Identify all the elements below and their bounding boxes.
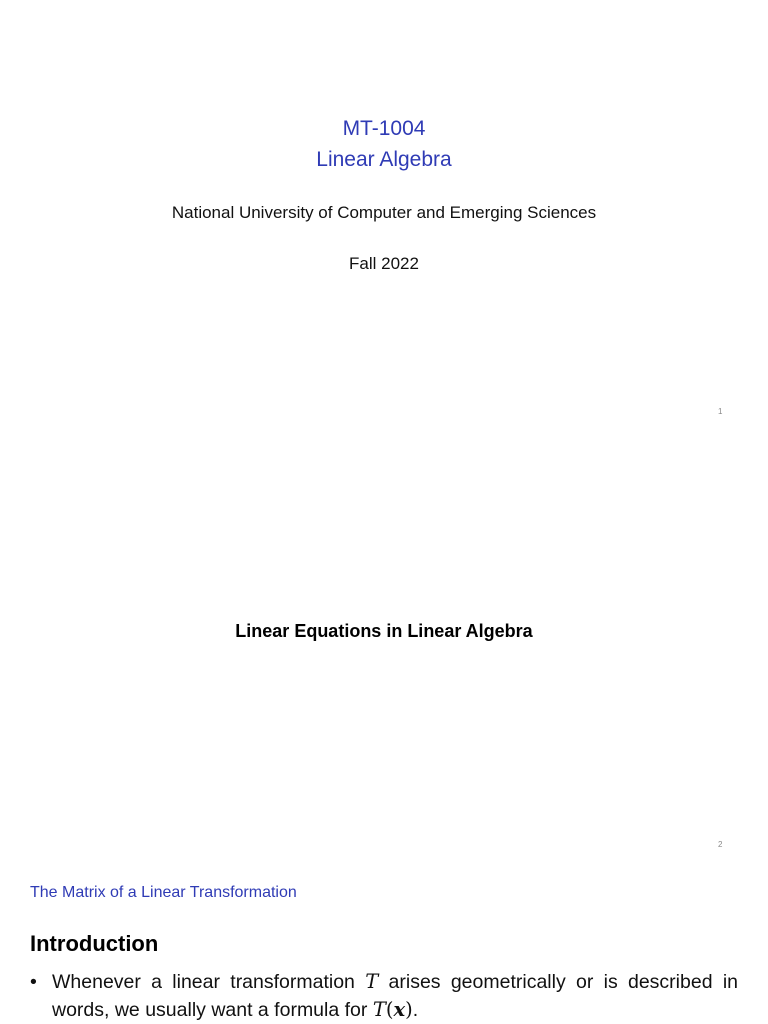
topic-title: The Matrix of a Linear Transformation bbox=[30, 884, 297, 901]
math-vector-x: x bbox=[393, 998, 406, 1021]
university-name: National University of Computer and Emerging Sciences bbox=[171, 203, 597, 222]
section-title: Linear Equations in Linear Algebra bbox=[235, 621, 533, 641]
math-close-paren: ) bbox=[405, 998, 413, 1021]
slide-section bbox=[0, 433, 768, 866]
bullet-marker: • bbox=[30, 971, 37, 993]
slide-content bbox=[0, 866, 768, 1024]
math-variable-T: T bbox=[365, 970, 379, 993]
math-function-T: T bbox=[372, 998, 386, 1021]
slide-number: 1 bbox=[718, 407, 723, 416]
course-code: MT-1004 bbox=[342, 117, 426, 140]
bullet-text-part1: Whenever a linear transformation bbox=[52, 971, 355, 993]
bullet-item bbox=[30, 968, 738, 1024]
math-open-paren: ( bbox=[385, 998, 394, 1021]
course-name: Linear Algebra bbox=[316, 148, 452, 171]
slide-number: 2 bbox=[718, 840, 723, 849]
bullet-text bbox=[52, 968, 738, 1024]
slide-title bbox=[0, 0, 768, 433]
bullet-text-part2: arises geometrically or is described in words, we usually want a formula for bbox=[52, 971, 739, 1021]
term-label: Fall 2022 bbox=[349, 254, 419, 273]
bullet-text-end: . bbox=[412, 999, 419, 1021]
intro-heading: Introduction bbox=[30, 931, 159, 956]
